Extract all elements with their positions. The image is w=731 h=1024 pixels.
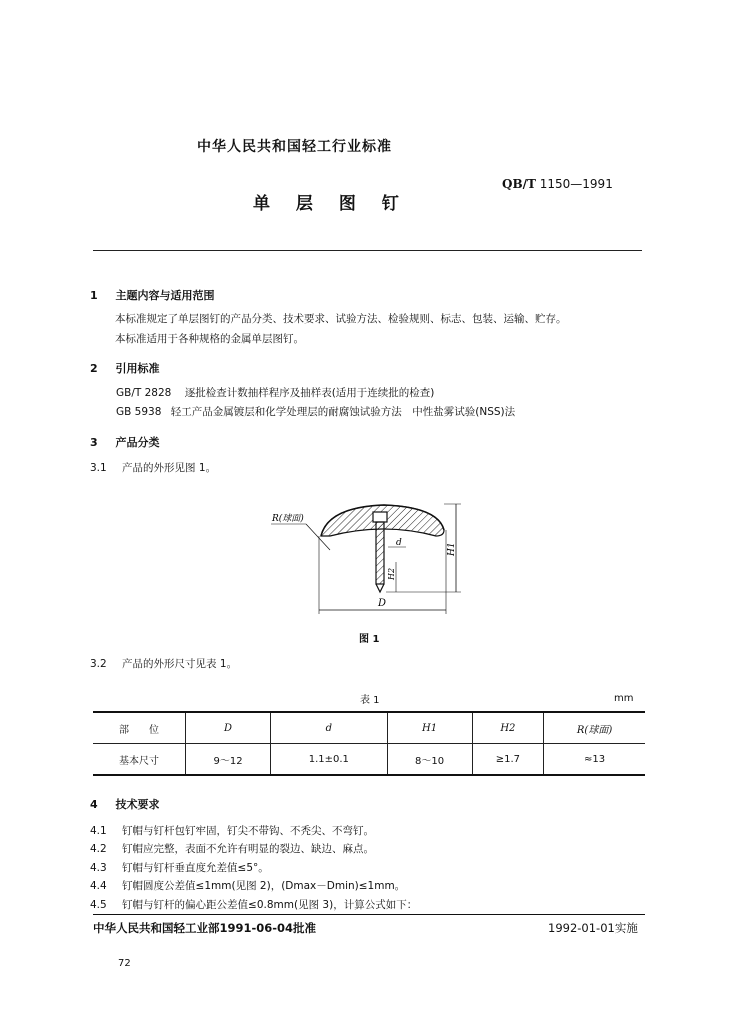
tack-rivet [373, 512, 387, 522]
section-4-title: 技术要求 [115, 798, 160, 811]
clause-number: 4.5 [90, 899, 107, 911]
clause-3-1-text: 产品的外形见图 1。 [122, 462, 217, 474]
section-2-number: 2 [90, 362, 98, 375]
label-H2: H2 [387, 567, 396, 580]
cell-D-value: 9～12 [186, 744, 271, 776]
section-1-paragraph-2: 本标准适用于各种规格的金属单层图钉。 [115, 333, 304, 345]
section-1-heading [90, 287, 215, 303]
header-cell-d: d [271, 712, 387, 744]
clause-4-1 [90, 823, 374, 838]
section-1-number: 1 [90, 289, 98, 302]
table-1-caption: 表 1 [360, 695, 380, 706]
clause-3-1-number: 3.1 [90, 462, 107, 474]
page-number: 72 [118, 958, 131, 969]
standard-code [502, 177, 613, 191]
tack-point [376, 584, 384, 592]
section-4-number: 4 [90, 798, 98, 811]
table-1-unit: mm [614, 693, 634, 704]
clause-3-1 [90, 460, 216, 475]
reference-2 [116, 404, 515, 419]
header-cell-R: R(球面) [544, 712, 645, 744]
label-D: D [378, 598, 387, 609]
figure-1-caption: 图 1 [359, 634, 380, 645]
approval-note: 中华人民共和国轻工业部1991-06-04批准 [93, 921, 317, 935]
clause-4-2 [90, 841, 374, 856]
reference-1 [116, 385, 434, 400]
reference-1-code: GB/T 2828 [116, 387, 172, 399]
clause-3-2-text: 产品的外形尺寸见表 1。 [122, 658, 238, 670]
header-cell-H1: H1 [387, 712, 472, 744]
clause-4-5 [90, 897, 417, 912]
publisher-title: 中华人民共和国轻工行业标准 [197, 139, 392, 155]
label-H1: H1 [447, 542, 457, 556]
clause-number: 4.1 [90, 825, 107, 837]
header-cell-H2: H2 [472, 712, 544, 744]
reference-2-title: 轻工产品金属镀层和化学处理层的耐腐蚀试验方法 中性盐雾试验(NSS)法 [170, 406, 516, 418]
clause-4-3 [90, 860, 269, 875]
cell-R-value: ≈13 [544, 744, 645, 776]
section-1-title: 主题内容与适用范围 [115, 289, 215, 302]
reference-1-title: 逐批检查计数抽样程序及抽样表(适用于连续批的检查) [184, 387, 435, 399]
tack-shank [376, 522, 384, 584]
clause-3-2 [90, 656, 237, 671]
table-header-row [93, 712, 645, 744]
clause-text: 钉帽与钉杆垂直度允差值≤5°。 [122, 862, 269, 874]
clause-4-4 [90, 878, 405, 893]
section-4-heading [90, 796, 160, 812]
section-2-title: 引用标准 [115, 362, 160, 375]
reference-2-code: GB 5938 [116, 406, 162, 418]
clause-text: 钉帽圆度公差值≤1mm(见图 2)，(Dmax－Dmin)≤1mm。 [122, 880, 406, 892]
section-2-heading [90, 360, 160, 376]
clause-text: 钉帽与钉杆的偏心距公差值≤0.8mm(见图 3)，计算公式如下： [122, 899, 418, 911]
dimension-table [93, 711, 645, 776]
header-cell-D: D [186, 712, 271, 744]
cell-d-value: 1.1±0.1 [271, 744, 387, 776]
cell-basic-size: 基本尺寸 [93, 744, 186, 776]
label-d: d [396, 538, 402, 548]
figure-1-drawing [266, 492, 476, 622]
label-r-sphere: R(球面) [272, 514, 304, 524]
table-row [93, 744, 645, 776]
header-divider [93, 250, 642, 251]
header-cell-part: 部 位 [93, 712, 186, 744]
clause-number: 4.4 [90, 880, 107, 892]
standard-code-prefix: QB/T [502, 177, 536, 191]
implementation-date: 1992-01-01实施 [548, 921, 638, 935]
section-3-title: 产品分类 [115, 436, 160, 449]
clause-number: 4.2 [90, 843, 107, 855]
footer-divider [93, 914, 645, 915]
cell-H2-value: ≥1.7 [472, 744, 544, 776]
section-3-heading [90, 434, 160, 450]
standard-code-number: 1150—1991 [539, 177, 613, 191]
section-1-paragraph-1: 本标准规定了单层图钉的产品分类、技术要求、试验方法、检验规则、标志、包装、运输、贮存。 [115, 313, 567, 325]
cell-H1-value: 8～10 [387, 744, 472, 776]
document-title: 单 层 图 钉 [253, 194, 409, 214]
section-3-number: 3 [90, 436, 98, 449]
clause-3-2-number: 3.2 [90, 658, 107, 670]
clause-text: 钉帽应完整，表面不允许有明显的裂边、缺边、麻点。 [122, 843, 375, 855]
clause-text: 钉帽与钉杆包钉牢固，钉尖不带钩、不秃尖、不弯钉。 [122, 825, 375, 837]
clause-number: 4.3 [90, 862, 107, 874]
